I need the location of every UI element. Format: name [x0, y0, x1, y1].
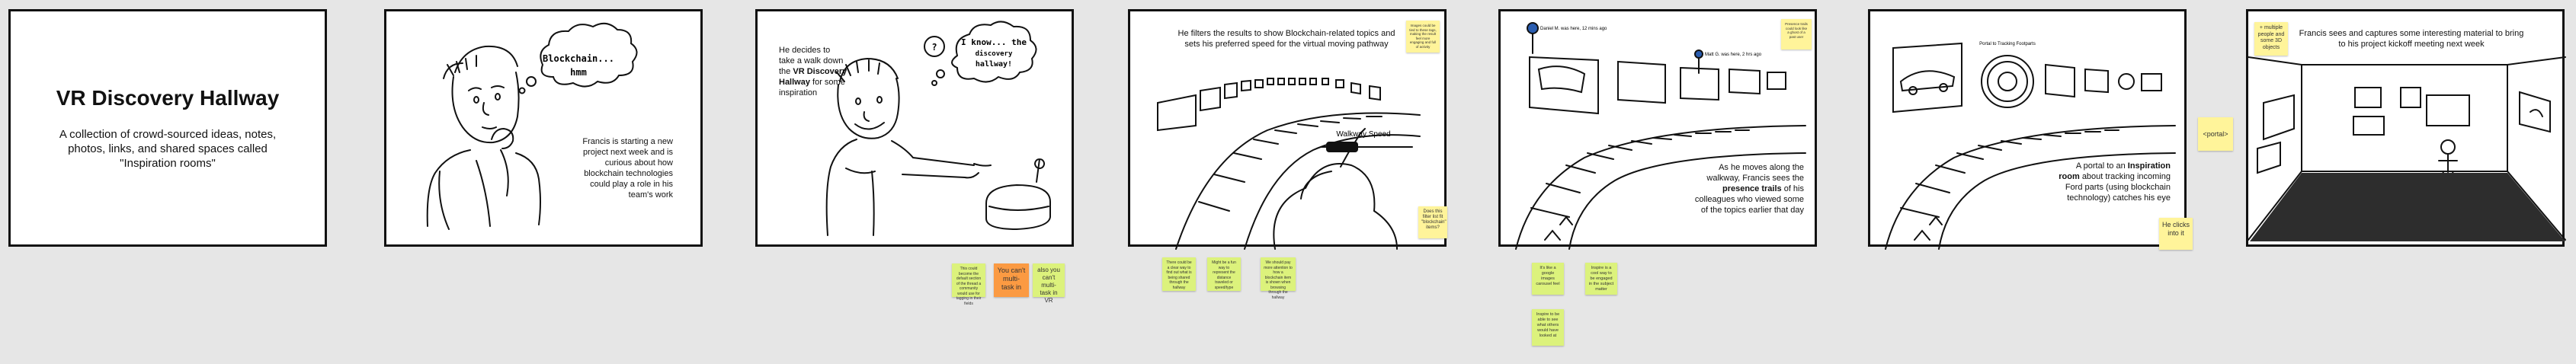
- frame-inspiration-room[interactable]: [2246, 9, 2565, 247]
- frame-title-card[interactable]: [8, 9, 327, 247]
- sticky-note[interactable]: Does this filter list fit "blockchain" items?: [1418, 206, 1447, 238]
- frame-decides-walk[interactable]: [755, 9, 1074, 247]
- sticky-note[interactable]: We should pay more attention to how a blockchain item is shown when browsing through the hallway: [1261, 257, 1296, 291]
- thought-bubble-line1: Blockchain...: [543, 53, 614, 64]
- sticky-note[interactable]: He clicks into it: [2159, 218, 2193, 250]
- frame3-caption: He decides to take a walk down the VR Discovery Hallway for some inspiration: [779, 46, 847, 97]
- sticky-note[interactable]: There could be a clear way to find out what is being shared through the hallway: [1162, 257, 1196, 291]
- frame-presence-trails[interactable]: [1498, 9, 1817, 247]
- sticky-note[interactable]: + multiple people and some 3D objects: [2254, 22, 2288, 56]
- thought-bubble3-line3: hallway!: [975, 60, 1013, 69]
- sticky-note[interactable]: Inspire is a cool way to be engaged in the subject matter: [1585, 263, 1617, 295]
- thought-bubble3-line2: discovery: [975, 50, 1013, 58]
- sticky-note[interactable]: It's like a google images carousel feel: [1532, 263, 1564, 295]
- francis-pointing-illustration: [758, 11, 1076, 249]
- walkway-speed-label: Walkway Speed: [1336, 130, 1391, 139]
- frame4-caption: He filters the results to show Blockchain-related topics and sets his preferred speed for the virtual moving pathway: [1177, 29, 1395, 49]
- sticky-note[interactable]: also you can't multi-task in VR: [1033, 263, 1065, 297]
- frame-francis-thinking[interactable]: [384, 9, 703, 247]
- sticky-note[interactable]: This could become the default section of the thread a community would use for tagging in their fields: [952, 263, 985, 297]
- frame5-caption: As he moves along the walkway, Francis sees the presence trails of his colleagues who viewed some of the topics earlier that day: [1694, 163, 1804, 215]
- question-mark-bubble: ?: [931, 42, 937, 53]
- frame6-caption: A portal to an Inspiration room about tracking incoming Ford parts (using blockchain technology) catches his eye: [2059, 161, 2171, 203]
- presence-pin-label: Daniel M. was here, 12 mins ago: [1540, 27, 1607, 31]
- portal-label: Portal to Tracking Footparts: [1979, 42, 2036, 46]
- frame2-caption: Francis is starting a new project next week and is curious about how blockchain technologies could play a role in his team's work: [582, 137, 673, 200]
- page-title: VR Discovery Hallway: [56, 85, 280, 110]
- inspiration-portal-illustration: [1870, 11, 2189, 249]
- frame7-caption: Francis sees and captures some interesting material to bring to his project kickoff meeting next week: [2299, 29, 2524, 49]
- inspiration-room-illustration: [2248, 11, 2567, 249]
- francis-thinking-illustration: [386, 11, 705, 249]
- sticky-note[interactable]: Images could be tied to these tags, making the result feel more engaging and full of activity: [1406, 21, 1440, 53]
- sticky-note[interactable]: Inspire to be able to see what others would have looked at: [1532, 309, 1564, 346]
- frame-filters-results[interactable]: [1128, 9, 1447, 247]
- sticky-note[interactable]: Might be a fun way to represent the distance traveled or speed/type: [1207, 257, 1241, 291]
- thought-bubble-line2: hmm: [570, 67, 587, 78]
- sticky-note[interactable]: <portal>: [2198, 117, 2233, 151]
- page-subtitle: A collection of crowd-sourced ideas, notes, photos, links, and shared spaces called "Inspiration rooms": [59, 127, 277, 170]
- presence-pin-label: Matt G. was here, 2 hrs ago: [1705, 53, 1762, 57]
- sticky-note[interactable]: You can't multi-task in: [994, 263, 1029, 297]
- walkway-filter-illustration: [1130, 11, 1449, 249]
- sticky-note[interactable]: Presence trails could look like a ghost of a past user: [1781, 19, 1812, 49]
- thought-bubble3-line1: I know... the: [960, 37, 1027, 47]
- frame-inspiration-portal[interactable]: [1868, 9, 2187, 247]
